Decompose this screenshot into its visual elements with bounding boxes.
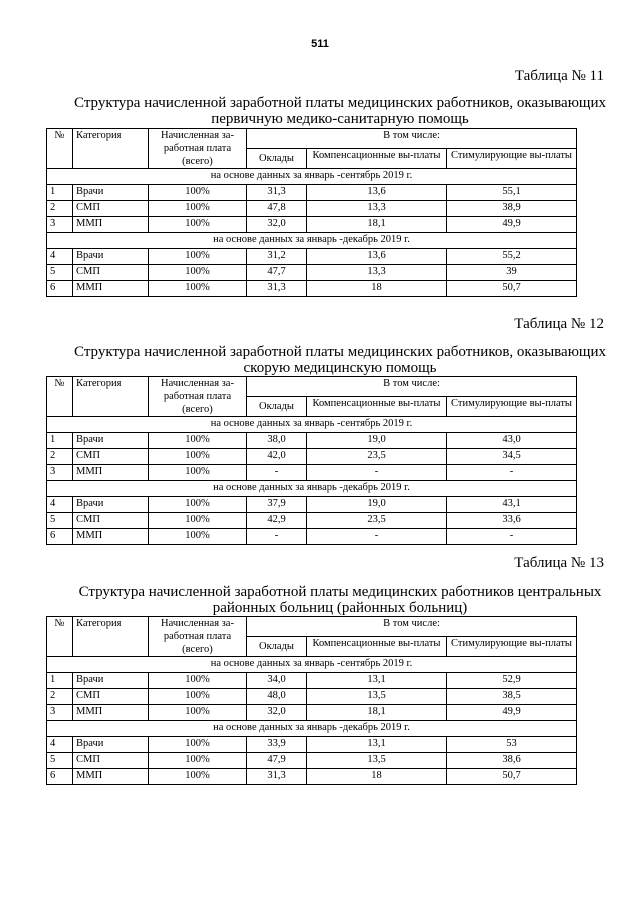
- table-row: [47, 513, 577, 529]
- row-total: 100%: [149, 185, 247, 201]
- row-category: СМП: [73, 753, 149, 769]
- period-row: [47, 417, 577, 433]
- table-row: [47, 433, 577, 449]
- row-compensation: 13,3: [307, 201, 447, 217]
- period-label: на основе данных за январь -сентябрь 2019 г.: [47, 169, 577, 185]
- row-incentive: 50,7: [447, 281, 577, 297]
- row-category: Врачи: [73, 497, 149, 513]
- header-compensation: Компенсационные вы-платы: [307, 149, 447, 169]
- period-row: [47, 721, 577, 737]
- table-row: [47, 497, 577, 513]
- row-total: 100%: [149, 201, 247, 217]
- table-label: Таблица № 12: [514, 316, 604, 332]
- row-salaries: 38,0: [247, 433, 307, 449]
- header-category: Категория: [73, 129, 149, 169]
- table-title: Структура начисленной заработной платы медицинских работников, оказывающих скорую медицинскую помощь: [74, 344, 606, 376]
- row-salaries: 31,3: [247, 769, 307, 785]
- row-category: ММП: [73, 217, 149, 233]
- data-table: [46, 376, 577, 545]
- header-number: №: [47, 129, 73, 169]
- header-including: В том числе:: [247, 617, 577, 637]
- row-salaries: 42,0: [247, 449, 307, 465]
- header-salaries: Оклады: [247, 149, 307, 169]
- header-incentive: Стимулирующие вы-платы: [447, 149, 577, 169]
- header-compensation: Компенсационные вы-платы: [307, 397, 447, 417]
- row-number: 1: [47, 185, 73, 201]
- row-salaries: 34,0: [247, 673, 307, 689]
- table-row: [47, 265, 577, 281]
- table-row: [47, 673, 577, 689]
- row-total: 100%: [149, 769, 247, 785]
- row-total: 100%: [149, 513, 247, 529]
- row-compensation: 18,1: [307, 217, 447, 233]
- row-incentive: 49,9: [447, 705, 577, 721]
- row-category: СМП: [73, 513, 149, 529]
- row-number: 2: [47, 689, 73, 705]
- header-accrued-total: Начисленная за-работная плата (всего): [149, 377, 247, 417]
- row-category: СМП: [73, 449, 149, 465]
- row-number: 6: [47, 529, 73, 545]
- row-salaries: 31,3: [247, 281, 307, 297]
- row-category: ММП: [73, 705, 149, 721]
- row-incentive: 55,1: [447, 185, 577, 201]
- header-salaries: Оклады: [247, 397, 307, 417]
- row-salaries: 42,9: [247, 513, 307, 529]
- table-row: [47, 201, 577, 217]
- row-number: 6: [47, 281, 73, 297]
- row-number: 1: [47, 433, 73, 449]
- row-incentive: -: [447, 529, 577, 545]
- table-row: [47, 465, 577, 481]
- row-total: 100%: [149, 529, 247, 545]
- period-row: [47, 233, 577, 249]
- row-total: 100%: [149, 249, 247, 265]
- row-number: 3: [47, 705, 73, 721]
- row-compensation: 23,5: [307, 449, 447, 465]
- row-category: Врачи: [73, 737, 149, 753]
- row-number: 5: [47, 753, 73, 769]
- row-compensation: 18: [307, 769, 447, 785]
- row-salaries: 31,2: [247, 249, 307, 265]
- table-row: [47, 449, 577, 465]
- row-compensation: 13,5: [307, 753, 447, 769]
- row-salaries: 47,7: [247, 265, 307, 281]
- row-compensation: 23,5: [307, 513, 447, 529]
- header-number: №: [47, 377, 73, 417]
- row-total: 100%: [149, 705, 247, 721]
- table-title: Структура начисленной заработной платы медицинских работников, оказывающих первичную медико-санитарную помощь: [74, 95, 606, 127]
- row-category: Врачи: [73, 185, 149, 201]
- table-label: Таблица № 13: [514, 555, 604, 571]
- row-category: ММП: [73, 465, 149, 481]
- row-total: 100%: [149, 753, 247, 769]
- row-category: ММП: [73, 281, 149, 297]
- row-number: 5: [47, 265, 73, 281]
- period-row: [47, 169, 577, 185]
- period-label: на основе данных за январь -сентябрь 2019 г.: [47, 657, 577, 673]
- data-table: [46, 616, 577, 785]
- header-incentive: Стимулирующие вы-платы: [447, 397, 577, 417]
- table-row: [47, 769, 577, 785]
- row-total: 100%: [149, 689, 247, 705]
- row-salaries: 32,0: [247, 705, 307, 721]
- row-category: СМП: [73, 201, 149, 217]
- header-row: [47, 129, 577, 149]
- row-incentive: 38,5: [447, 689, 577, 705]
- table-row: [47, 185, 577, 201]
- row-number: 2: [47, 449, 73, 465]
- row-incentive: -: [447, 465, 577, 481]
- row-total: 100%: [149, 217, 247, 233]
- table-row: [47, 689, 577, 705]
- row-incentive: 38,9: [447, 201, 577, 217]
- table-label: Таблица № 11: [514, 68, 604, 84]
- table-row: [47, 753, 577, 769]
- row-total: 100%: [149, 265, 247, 281]
- row-salaries: -: [247, 529, 307, 545]
- header-accrued-total: Начисленная за-работная плата (всего): [149, 617, 247, 657]
- row-total: 100%: [149, 281, 247, 297]
- row-number: 5: [47, 513, 73, 529]
- row-incentive: 55,2: [447, 249, 577, 265]
- row-compensation: 18: [307, 281, 447, 297]
- header-accrued-total: Начисленная за-работная плата (всего): [149, 129, 247, 169]
- row-salaries: 33,9: [247, 737, 307, 753]
- header-compensation: Компенсационные вы-платы: [307, 637, 447, 657]
- row-compensation: 13,1: [307, 737, 447, 753]
- table-row: [47, 705, 577, 721]
- period-label: на основе данных за январь -декабрь 2019 г.: [47, 721, 577, 737]
- row-salaries: 48,0: [247, 689, 307, 705]
- row-compensation: 13,6: [307, 249, 447, 265]
- table-row: [47, 529, 577, 545]
- row-category: Врачи: [73, 249, 149, 265]
- row-total: 100%: [149, 465, 247, 481]
- row-incentive: 50,7: [447, 769, 577, 785]
- row-category: ММП: [73, 529, 149, 545]
- page-number: 511: [311, 38, 329, 50]
- row-salaries: 47,8: [247, 201, 307, 217]
- data-table: [46, 128, 577, 297]
- row-incentive: 38,6: [447, 753, 577, 769]
- row-compensation: 13,1: [307, 673, 447, 689]
- row-number: 3: [47, 465, 73, 481]
- header-salaries: Оклады: [247, 637, 307, 657]
- row-incentive: 53: [447, 737, 577, 753]
- row-compensation: 13,6: [307, 185, 447, 201]
- row-compensation: 13,5: [307, 689, 447, 705]
- header-category: Категория: [73, 617, 149, 657]
- header-category: Категория: [73, 377, 149, 417]
- row-salaries: 37,9: [247, 497, 307, 513]
- period-label: на основе данных за январь -декабрь 2019 г.: [47, 481, 577, 497]
- row-number: 3: [47, 217, 73, 233]
- table-title: Структура начисленной заработной платы медицинских работников центральных районных больниц (районных больниц): [78, 584, 602, 616]
- row-compensation: -: [307, 465, 447, 481]
- table-row: [47, 281, 577, 297]
- header-row: [47, 617, 577, 637]
- period-label: на основе данных за январь -сентябрь 2019 г.: [47, 417, 577, 433]
- row-incentive: 39: [447, 265, 577, 281]
- row-compensation: 19,0: [307, 433, 447, 449]
- row-number: 4: [47, 737, 73, 753]
- row-total: 100%: [149, 433, 247, 449]
- table-row: [47, 737, 577, 753]
- row-total: 100%: [149, 497, 247, 513]
- row-category: ММП: [73, 769, 149, 785]
- row-number: 4: [47, 497, 73, 513]
- row-incentive: 43,0: [447, 433, 577, 449]
- row-number: 6: [47, 769, 73, 785]
- row-incentive: 43,1: [447, 497, 577, 513]
- header-row: [47, 377, 577, 397]
- row-incentive: 49,9: [447, 217, 577, 233]
- header-incentive: Стимулирующие вы-платы: [447, 637, 577, 657]
- row-salaries: -: [247, 465, 307, 481]
- row-total: 100%: [149, 673, 247, 689]
- row-category: СМП: [73, 265, 149, 281]
- row-number: 1: [47, 673, 73, 689]
- row-category: Врачи: [73, 673, 149, 689]
- header-including: В том числе:: [247, 129, 577, 149]
- row-incentive: 52,9: [447, 673, 577, 689]
- row-incentive: 33,6: [447, 513, 577, 529]
- period-label: на основе данных за январь -декабрь 2019 г.: [47, 233, 577, 249]
- row-salaries: 47,9: [247, 753, 307, 769]
- row-category: Врачи: [73, 433, 149, 449]
- table-row: [47, 217, 577, 233]
- row-incentive: 34,5: [447, 449, 577, 465]
- row-number: 2: [47, 201, 73, 217]
- header-number: №: [47, 617, 73, 657]
- row-compensation: 13,3: [307, 265, 447, 281]
- row-compensation: 19,0: [307, 497, 447, 513]
- row-total: 100%: [149, 737, 247, 753]
- period-row: [47, 481, 577, 497]
- row-number: 4: [47, 249, 73, 265]
- row-total: 100%: [149, 449, 247, 465]
- row-compensation: -: [307, 529, 447, 545]
- row-compensation: 18,1: [307, 705, 447, 721]
- row-category: СМП: [73, 689, 149, 705]
- row-salaries: 31,3: [247, 185, 307, 201]
- table-row: [47, 249, 577, 265]
- period-row: [47, 657, 577, 673]
- header-including: В том числе:: [247, 377, 577, 397]
- row-salaries: 32,0: [247, 217, 307, 233]
